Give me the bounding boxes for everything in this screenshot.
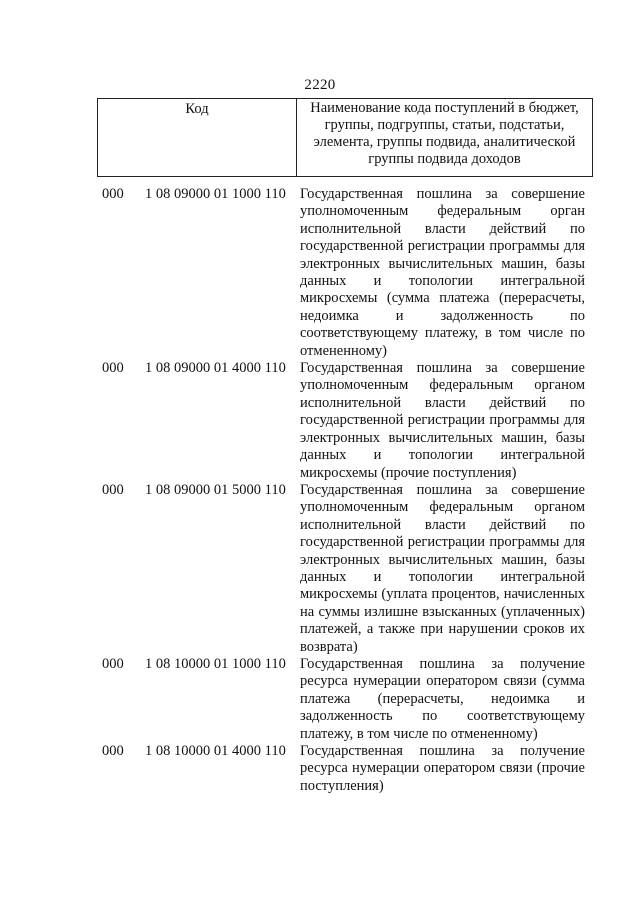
revenue-code-cell: 1 08 09000 01 4000 110 [145, 360, 286, 377]
revenue-name-cell [300, 656, 585, 743]
revenue-name-cell [300, 186, 585, 360]
admin-code-cell: 000 [102, 481, 124, 498]
table-body [0, 186, 640, 795]
header-name-line: группы, подгруппы, статьи, подстатьи, [324, 117, 565, 133]
revenue-name-line: на суммы излишне взысканных (уплаченных) [300, 603, 585, 620]
revenue-name-line: государственной регистрации программы для [300, 238, 585, 255]
admin-code-cell: 000 [102, 360, 124, 377]
header-name-cell [297, 99, 592, 176]
header-name-line: элемента, группы подвида, аналитической [313, 134, 576, 150]
table-row [0, 656, 640, 743]
revenue-name-line: Государственная пошлина за получение [300, 655, 585, 672]
revenue-name-line: Государственная пошлина за совершение [300, 186, 585, 202]
admin-code-cell: 000 [102, 655, 124, 672]
revenue-name-line: недоимка и задолженность по [300, 307, 585, 324]
revenue-name-line: данных и топологии интегральной [300, 447, 585, 464]
revenue-name-line: Государственная пошлина за получение [300, 743, 585, 759]
table-header [97, 98, 593, 177]
revenue-name-line: электронных вычислительных машин, базы [300, 255, 585, 272]
revenue-name-line: уполномоченным федеральным органом [300, 499, 585, 516]
table-row [0, 186, 640, 360]
revenue-name-line: платежа (перерасчеты, недоимка и [300, 690, 585, 707]
revenue-code-cell: 1 08 09000 01 5000 110 [145, 481, 286, 498]
admin-code-cell: 000 [102, 186, 124, 202]
revenue-name-cell [300, 743, 585, 795]
table-row [0, 482, 640, 656]
table-row [0, 360, 640, 482]
revenue-name-line: исполнительной власти действий по [300, 394, 585, 411]
revenue-name-line: исполнительной власти действий по [300, 516, 585, 533]
revenue-name-line: отмененному) [300, 342, 387, 359]
revenue-name-line: государственной регистрации программы для [300, 412, 585, 429]
revenue-name-line: микросхемы (сумма платежа (перерасчеты, [300, 290, 585, 307]
revenue-name-line: уполномоченным федеральным органом [300, 377, 585, 394]
revenue-name-line: исполнительной власти действий по [300, 220, 585, 237]
header-code-cell: Код [98, 99, 297, 176]
table-row [0, 743, 640, 795]
admin-code-cell: 000 [102, 743, 124, 759]
revenue-name-line: платежу, в том числе по отмененному) [300, 725, 538, 742]
revenue-name-line: ресурса нумерации оператором связи (сумма [300, 673, 585, 690]
revenue-name-line: ресурса нумерации оператором связи (прочие [300, 760, 585, 777]
revenue-code-cell: 1 08 10000 01 1000 110 [145, 655, 286, 672]
revenue-name-line: микросхемы (прочие поступления) [300, 464, 517, 481]
header-name-line: Наименование кода поступлений в бюджет, [310, 100, 579, 116]
revenue-name-line: данных и топологии интегральной [300, 568, 585, 585]
revenue-code-cell: 1 08 10000 01 4000 110 [145, 743, 286, 759]
revenue-name-line: микросхемы (уплата процентов, начисленных [300, 586, 585, 603]
revenue-name-cell [300, 482, 585, 656]
revenue-name-line: Государственная пошлина за совершение [300, 360, 585, 377]
revenue-name-line: платежей, а также при нарушении сроков их [300, 621, 585, 638]
revenue-name-line: электронных вычислительных машин, базы [300, 429, 585, 446]
revenue-name-line: данных и топологии интегральной [300, 273, 585, 290]
revenue-code-cell: 1 08 09000 01 1000 110 [145, 186, 286, 202]
revenue-name-cell [300, 360, 585, 482]
revenue-name-line: задолженность по соответствующему [300, 708, 585, 725]
revenue-name-line: уполномоченным федеральным орган [300, 203, 585, 220]
revenue-name-line: электронных вычислительных машин, базы [300, 551, 585, 568]
revenue-name-line: поступления) [300, 777, 384, 794]
revenue-name-line: соответствующему платежу, в том числе по [300, 325, 585, 342]
revenue-name-line: Государственная пошлина за совершение [300, 481, 585, 498]
header-name-line: группы подвида доходов [368, 151, 521, 167]
page-number: 2220 [304, 77, 336, 93]
revenue-name-line: возврата) [300, 638, 358, 655]
revenue-name-line: государственной регистрации программы для [300, 534, 585, 551]
